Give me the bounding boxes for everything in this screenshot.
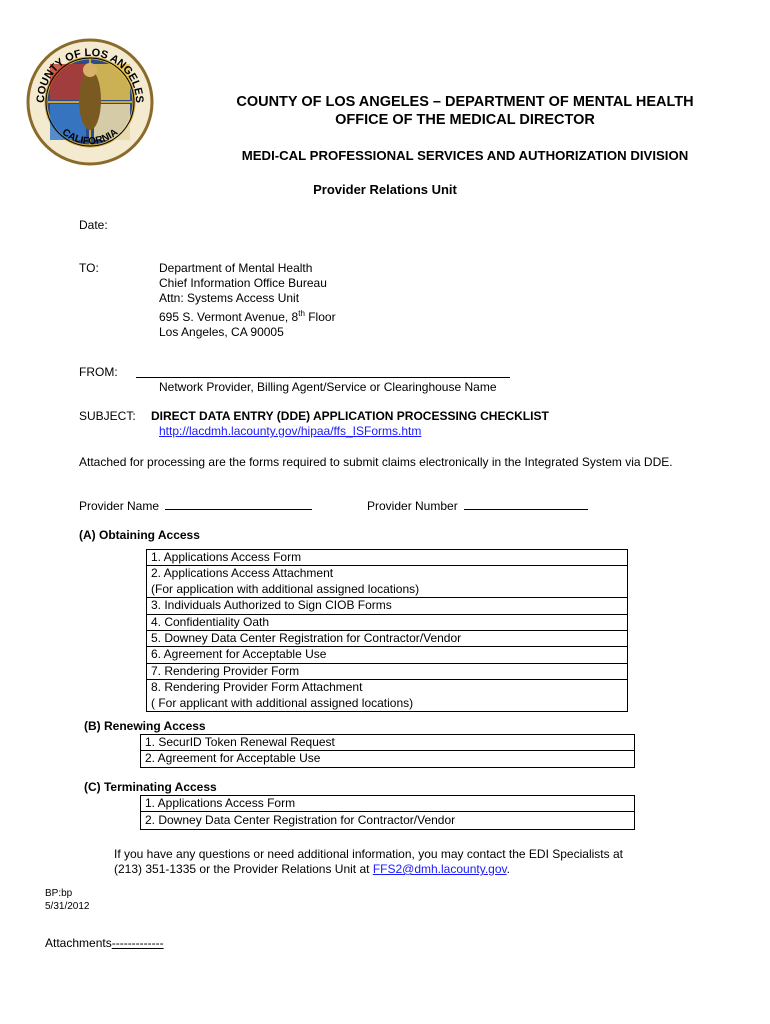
table-row	[147, 614, 628, 630]
checklist-item-note: (For application with additional assigned locations)	[151, 581, 420, 596]
table-row	[147, 680, 628, 712]
contact-period: .	[506, 862, 510, 876]
table-row	[141, 796, 635, 812]
attachments-dashes: -------------	[111, 936, 164, 950]
section-a-table	[146, 549, 628, 712]
subject-title: DIRECT DATA ENTRY (DDE) APPLICATION PROCESSING CHECKLIST	[151, 409, 549, 423]
to-address-block	[159, 261, 336, 340]
checklist-item: 1. Applications Access Form	[141, 796, 635, 812]
provider-number-input[interactable]	[464, 498, 588, 510]
forms-link[interactable]: http://lacdmh.lacounty.gov/hipaa/ffs_ISForms.htm	[159, 424, 422, 438]
checklist-item-note: ( For applicant with additional assigned locations)	[151, 695, 414, 710]
section-b-table	[140, 734, 635, 768]
section-a-title: (A) Obtaining Access	[79, 528, 200, 542]
attachments-line	[45, 936, 164, 950]
header-title-line2: OFFICE OF THE MEDICAL DIRECTOR	[335, 112, 595, 128]
provider-name-input[interactable]	[165, 498, 312, 510]
to-label: TO:	[79, 261, 99, 275]
from-signature-line[interactable]	[136, 377, 510, 378]
to-street-sup: th	[298, 309, 305, 318]
table-row	[147, 550, 628, 566]
footer-initials: BP:bp	[45, 888, 73, 899]
section-c-table	[140, 795, 635, 830]
provider-name-label: Provider Name	[79, 499, 160, 513]
to-street-floor: Floor	[304, 310, 336, 324]
section-c-title: (C) Terminating Access	[84, 780, 217, 794]
contact-line1: If you have any questions or need additional information, you may contact the EDI Specialists at	[114, 847, 623, 861]
checklist-item: 5. Downey Data Center Registration for Contractor/Vendor	[147, 631, 628, 647]
table-row	[147, 631, 628, 647]
intro-paragraph: Attached for processing are the forms required to submit claims electronically in the Integrated System via DDE.	[79, 455, 673, 469]
checklist-item-text: 8. Rendering Provider Form Attachment	[151, 680, 363, 695]
to-street-main: 695 S. Vermont Avenue, 8	[159, 310, 299, 324]
checklist-item: 1. SecurID Token Renewal Request	[141, 735, 635, 751]
table-row	[141, 751, 635, 767]
provider-name-field	[79, 498, 312, 513]
from-caption: Network Provider, Billing Agent/Service or Clearinghouse Name	[159, 380, 497, 394]
division-title: MEDI-CAL PROFESSIONAL SERVICES AND AUTHORIZATION DIVISION	[241, 148, 689, 163]
header-title-line1: COUNTY OF LOS ANGELES – DEPARTMENT OF MENTAL HEALTH	[236, 94, 694, 110]
table-row	[147, 598, 628, 614]
checklist-item	[147, 566, 628, 598]
checklist-item: 2. Downey Data Center Registration for Contractor/Vendor	[141, 812, 635, 830]
checklist-item: 3. Individuals Authorized to Sign CIOB Forms	[147, 598, 628, 614]
to-line: Attn: Systems Access Unit	[159, 291, 300, 305]
checklist-item	[147, 680, 628, 712]
footer-block	[45, 887, 90, 913]
to-city: Los Angeles, CA 90005	[159, 325, 284, 339]
contact-email-link[interactable]: FFS2@dmh.lacounty.gov	[372, 862, 507, 876]
to-line: Chief Information Office Bureau	[159, 276, 327, 290]
seal-bottom-text: CALIFORNIA	[59, 126, 121, 148]
from-label: FROM:	[79, 365, 118, 379]
table-row	[141, 812, 635, 830]
table-row	[147, 566, 628, 598]
table-row	[147, 647, 628, 663]
to-street	[159, 306, 336, 325]
to-line: Department of Mental Health	[159, 261, 313, 275]
checklist-item: 4. Confidentiality Oath	[147, 614, 628, 630]
checklist-item: 6. Agreement for Acceptable Use	[147, 647, 628, 663]
checklist-item-text: 2. Applications Access Attachment	[151, 566, 334, 581]
attachments-label: Attachments	[45, 936, 112, 950]
table-row	[147, 663, 628, 679]
checklist-item: 7. Rendering Provider Form	[147, 663, 628, 679]
footer-date: 5/31/2012	[45, 901, 90, 912]
county-seal-logo	[22, 36, 158, 166]
unit-title: Provider Relations Unit	[313, 182, 457, 197]
checklist-item: 2. Agreement for Acceptable Use	[141, 751, 635, 767]
provider-number-label: Provider Number	[367, 499, 458, 513]
checklist-item: 1. Applications Access Form	[147, 550, 628, 566]
section-b-title: (B) Renewing Access	[84, 719, 206, 733]
contact-line2: (213) 351-1335 or the Provider Relations Unit at	[114, 862, 373, 876]
date-label: Date:	[79, 218, 108, 232]
subject-label: SUBJECT:	[79, 409, 136, 423]
provider-number-field	[367, 498, 588, 513]
contact-paragraph	[114, 847, 623, 877]
table-row	[141, 735, 635, 751]
seal-top-text: COUNTY OF LOS ANGELES	[34, 46, 146, 104]
